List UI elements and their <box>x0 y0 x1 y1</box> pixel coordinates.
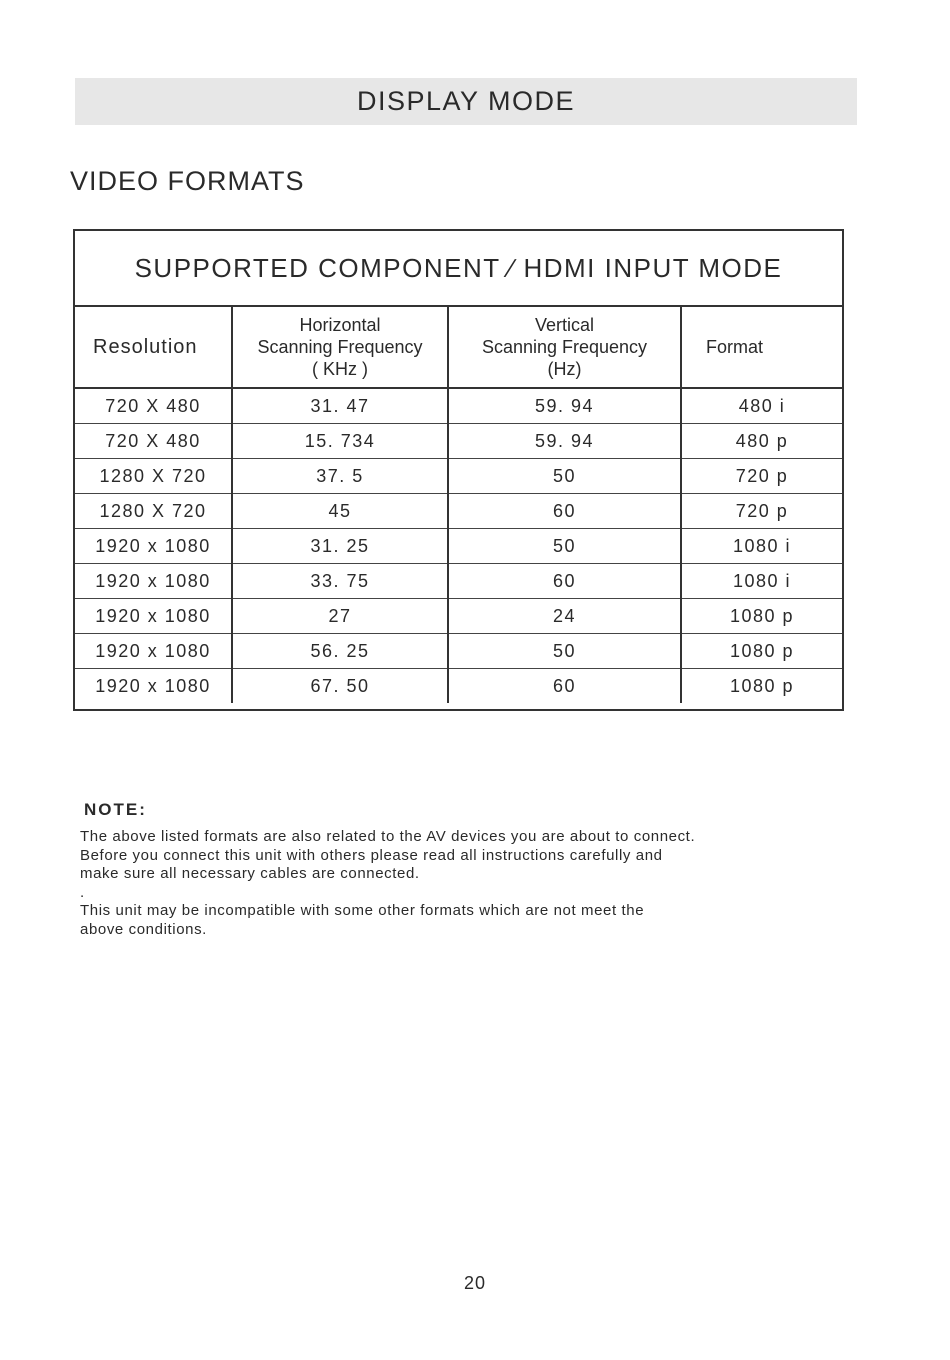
cell-resolution: 1920 x 1080 <box>75 529 232 564</box>
page-title: DISPLAY MODE <box>356 86 576 116</box>
cell-horizontal: 31. 47 <box>232 388 448 424</box>
cell-resolution: 1920 x 1080 <box>75 599 232 634</box>
cell-vertical: 60 <box>448 564 681 599</box>
note-line: . <box>80 883 85 901</box>
cell-format: 1080 i <box>681 564 842 599</box>
cell-vertical: 60 <box>448 669 681 704</box>
cell-format: 720 p <box>681 494 842 529</box>
cell-resolution: 1920 x 1080 <box>75 564 232 599</box>
note-line: Before you connect this unit with others please read all instructions carefully and <box>80 846 663 864</box>
cell-format: 1080 i <box>681 529 842 564</box>
table-row <box>75 459 842 494</box>
formats-table-box <box>73 229 844 711</box>
cell-horizontal: 56. 25 <box>232 634 448 669</box>
table-row <box>75 634 842 669</box>
table-row <box>75 388 842 424</box>
cell-resolution: 720 X 480 <box>75 424 232 459</box>
cell-vertical: 50 <box>448 529 681 564</box>
cell-vertical: 50 <box>448 634 681 669</box>
section-title: VIDEO FORMATS <box>70 166 305 196</box>
cell-vertical: 59. 94 <box>448 424 681 459</box>
cell-horizontal: 31. 25 <box>232 529 448 564</box>
table-row <box>75 564 842 599</box>
vertical-header-unit: (Hz) <box>547 359 582 379</box>
table-row <box>75 424 842 459</box>
column-header-vertical <box>448 307 681 388</box>
table-heading <box>75 231 842 307</box>
cell-horizontal: 33. 75 <box>232 564 448 599</box>
horizontal-header-line1: Horizontal <box>299 315 381 335</box>
note-label: NOTE: <box>84 800 147 819</box>
cell-format: 480 i <box>681 388 842 424</box>
table-row <box>75 494 842 529</box>
table-row <box>75 669 842 704</box>
cell-vertical: 60 <box>448 494 681 529</box>
cell-format: 480 p <box>681 424 842 459</box>
cell-format: 1080 p <box>681 634 842 669</box>
note-line: This unit may be incompatible with some other formats which are not meet the <box>80 902 645 920</box>
cell-format: 720 p <box>681 459 842 494</box>
page-number: 20 <box>463 1273 487 1293</box>
column-header-horizontal <box>232 307 448 388</box>
note-line: The above listed formats are also related to the AV devices you are about to connect. <box>80 828 696 845</box>
column-header-format: Format <box>681 307 842 388</box>
cell-vertical: 59. 94 <box>448 388 681 424</box>
table-row <box>75 599 842 634</box>
cell-horizontal: 27 <box>232 599 448 634</box>
cell-horizontal: 67. 50 <box>232 669 448 704</box>
horizontal-header-line2: Scanning Frequency <box>257 337 423 357</box>
vertical-header-line1: Vertical <box>534 315 595 335</box>
cell-resolution: 1920 x 1080 <box>75 669 232 704</box>
table-header-row <box>75 307 842 388</box>
horizontal-header-unit: ( KHz ) <box>312 359 368 379</box>
cell-resolution: 1280 X 720 <box>75 494 232 529</box>
table-row <box>75 529 842 564</box>
table-heading-text: SUPPORTED COMPONENT ∕ HDMI INPUT MODE <box>134 252 783 283</box>
vertical-header-line2: Scanning Frequency <box>481 337 648 357</box>
cell-horizontal: 45 <box>232 494 448 529</box>
note-text <box>80 828 780 940</box>
cell-resolution: 1920 x 1080 <box>75 634 232 669</box>
cell-format: 1080 p <box>729 675 795 696</box>
column-header-resolution: Resolution <box>75 307 232 388</box>
cell-resolution: 720 X 480 <box>75 388 232 424</box>
note-line: above conditions. <box>80 920 207 938</box>
cell-resolution: 1280 X 720 <box>75 459 232 494</box>
cell-horizontal: 37. 5 <box>232 459 448 494</box>
formats-table <box>75 307 842 703</box>
cell-format: 1080 p <box>681 599 842 634</box>
page-header-bar <box>75 78 857 125</box>
note-line: make sure all necessary cables are connected. <box>80 865 420 883</box>
cell-vertical: 24 <box>448 599 681 634</box>
cell-horizontal: 15. 734 <box>232 424 448 459</box>
cell-vertical: 50 <box>448 459 681 494</box>
